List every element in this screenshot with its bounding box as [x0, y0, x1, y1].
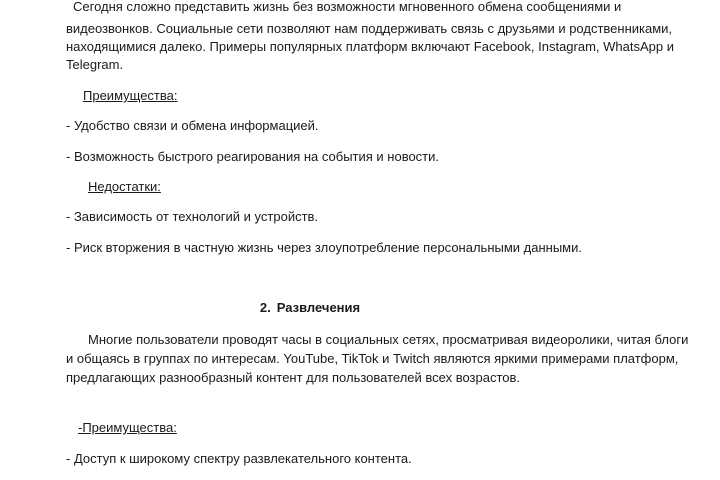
disadvantages-heading: Недостатки:	[88, 179, 161, 194]
list-item: - Риск вторжения в частную жизнь через злоупотребление персональными данными.	[66, 240, 582, 255]
section-heading	[0, 299, 620, 317]
advantages-heading: Преимущества:	[83, 88, 178, 103]
list-item: - Удобство связи и обмена информацией.	[66, 118, 319, 133]
section-title: Развлечения	[276, 300, 361, 315]
paragraph-line: находящимися далеко. Примеры популярных платформ включают Facebook, Instagram, WhatsApp и	[66, 39, 674, 54]
paragraph-line: Telegram.	[66, 57, 124, 72]
paragraph-line: предлагающих разнообразный контент для пользователей всех возрастов.	[66, 370, 521, 385]
paragraph-line: и общаясь в группах по интересам. YouTube, TikTok и Twitch являются яркими примерами платформ,	[66, 351, 679, 366]
paragraph-line: видеозвонков. Социальные сети позволяют нам поддерживать связь с друзьями и родственниками,	[66, 21, 673, 36]
list-item: - Доступ к широкому спектру развлекательного контента.	[66, 451, 412, 466]
list-item: - Зависимость от технологий и устройств.	[66, 209, 319, 224]
section-number: 2.	[259, 300, 271, 315]
list-item: - Возможность быстрого реагирования на события и новости.	[66, 149, 440, 164]
advantages-heading: -Преимущества:	[78, 420, 177, 435]
paragraph-line: Многие пользователи проводят часы в социальных сетях, просматривая видеоролики, читая блоги	[88, 332, 689, 347]
paragraph-line: Сегодня сложно представить жизнь без возможности мгновенного обмена сообщениями и	[73, 0, 622, 14]
